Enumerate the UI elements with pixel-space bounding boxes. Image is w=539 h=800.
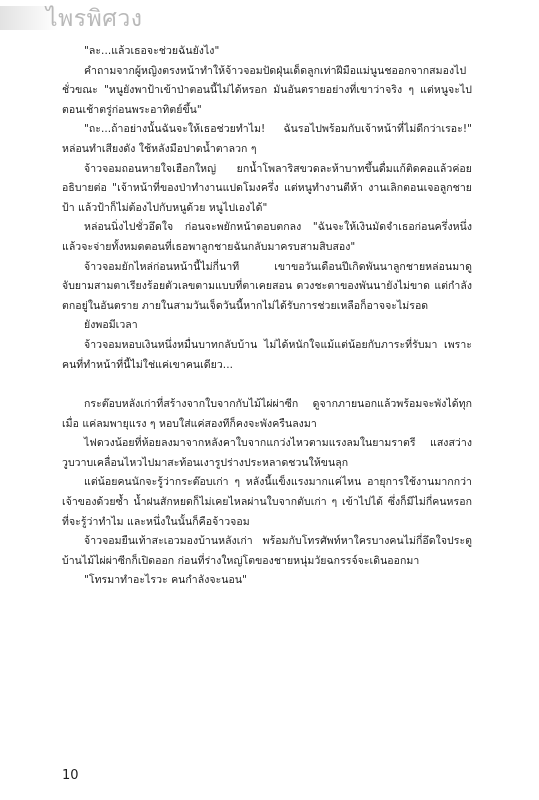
section-break: [62, 375, 472, 395]
book-title: ไพรพิศวง: [46, 6, 143, 32]
page-number: 10: [62, 768, 79, 783]
paragraph: "ละ...แล้วเธอจะช่วยฉันยังไง": [84, 45, 220, 57]
paragraph: ยังพอมีเวลา: [84, 319, 138, 332]
paragraph: ไฟดวงน้อยที่ห้อยลงมาจากหลังคาใบจากแกว่งไหวตามแรงลมในยามราตรี แสงสว่างวูบวาบเคลื่อนไหวไปมาสะท้อนเงารูปร่างประหลาดชวนให้ขนลุก: [62, 437, 472, 469]
paragraph: จ้าวจอมยืนเท้าสะเอวมองบ้านหลังเก่า พร้อมกับโทรศัพท์หาใครบางคนไม่กี่อึดใจประตูบ้านไม้ไผ่ผ่าซีกก็เปิดออก ก่อนที่ร่างใหญ่โตของชายหนุ่มวัยฉกรรจ์จะเดินออกมา: [62, 535, 472, 567]
paragraph: หล่อนนิ่งไปชั่วอึดใจ ก่อนจะพยักหน้าตอบตกลง "ฉันจะให้เงินมัดจำเธอก่อนครึ่งหนึ่ง แล้วจะจ่ายทั้งหมดตอนที่เธอพาลูกชายฉันกลับมาครบสามสิบสอง": [62, 221, 472, 253]
paragraph: จ้าวจอมหอบเงินหนึ่งหมื่นบาทกลับบ้าน ไม่ได้หนักใจแม้แต่น้อยกับภาระที่รับมา เพราะคนที่ทำหน้าที่นี้ไม่ใช่แค่เขาคนเดียว...: [62, 338, 472, 371]
paragraph: คำถามจากผู้หญิงตรงหน้าทำให้จ้าวจอมปัดฝุ่นเด็ดลูกเท่าฝีมือแม่นูนชออกจากสมองไปชั่วขณะ "หนูยังพาป้าเข้าป่าตอนนี้ไม่ได้หรอก มันอันตรายอย่างที่เขาว่าจริง ๆ แต่หนูจะไปตอนเช้าตรู่ก่อนพระอาทิตย์ขึ้น": [62, 64, 472, 116]
paragraph: จ้าวจอมถอนหายใจเฮือกใหญ่ ยกน้ำโพลาริสขวดละห้าบาทขึ้นดื่มแก้ติดคอแล้วค่อยอธิบายต่อ "เจ้าหน้าที่ของป่าทำงานแปดโมงครึ่ง แต่หนูทำงานตีห้า งานเลิกตอนเจอลูกชายป้า แล้วป้าก็ไม่ต้องไปกับหนูด้วย หนูไปเองได้": [62, 162, 472, 214]
running-header: [0, 0, 539, 40]
page-body: [62, 42, 472, 591]
paragraph: จ้าวจอมยักไหล่ก่อนหน้านี้ไม่กี่นาที เขาขอวันเดือนปีเกิดพันนาลูกชายหล่อนมาดู จับยามสามตาเรียงร้อยตัวเลขตามแบบที่ตาเคยสอน ดวงชะตาของพันนายังไม่ขาด แต่กำลังตกอยู่ในอันตราย ภายในสามวันเจ็ดวันนี้หากไม่ได้รับการช่วยเหลือก็อาจจะไม่รอด: [62, 260, 472, 312]
paragraph: "โทรมาทำอะไรวะ คนกำลังจะนอน": [84, 574, 247, 587]
paragraph: แต่น้อยคนนักจะรู้ว่ากระต๊อบเก่า ๆ หลังนี้แข็งแรงมากแค่ไหน อายุการใช้งานมากกว่าเจ้าของด้วยซ้ำ น้ำฝนสักหยดก็ไม่เคยไหลผ่านใบจากตับเก่า ๆ เข้าไปได้ ซึ่งก็มีไม่กี่คนหรอกที่จะรู้ว่าทำไม และหนึ่งในนั้นก็คือจ้าวจอม: [62, 476, 472, 528]
paragraph: กระต๊อบหลังเก่าที่สร้างจากใบจากกับไม้ไผ่ผ่าซีก ดูจากภายนอกแล้วพร้อมจะพังได้ทุกเมื่อ แค่ลมพายุแรง ๆ หอบใส่แค่สองทีก็คงจะพังครืนลงมา: [62, 398, 472, 430]
paragraph: "ถะ...ถ้าอย่างนั้นฉันจะให้เธอช่วยทำไม! ฉันรอไปพร้อมกับเจ้าหน้าที่ไม่ดีกว่าเรอะ!" หล่อนทำเสียงดัง ใช้หลังมือปาดน้ำตาลวก ๆ: [62, 123, 472, 155]
